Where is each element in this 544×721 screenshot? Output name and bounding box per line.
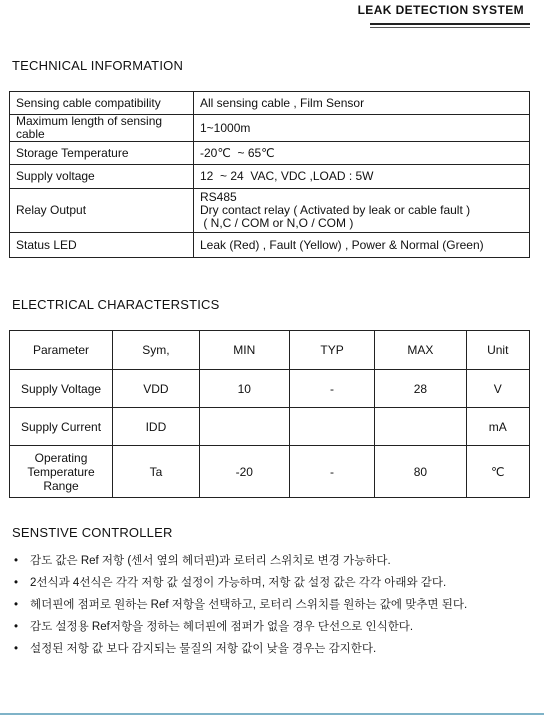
technical-info-table [9, 91, 530, 258]
technical-row [10, 142, 530, 165]
controller-note-item [14, 638, 467, 660]
technical-row-label: Maximum length of sensing cable [10, 115, 194, 142]
electrical-cell: Ta [113, 446, 200, 498]
bullet-icon: • [14, 555, 19, 567]
controller-note-text: 감도 설정용 Ref저항을 정하는 헤더핀에 점퍼가 없을 경우 단선으로 인식한다. [30, 621, 414, 633]
electrical-cell [199, 408, 289, 446]
electrical-cell: - [289, 446, 375, 498]
controller-note-text: 설정된 저항 값 보다 감지되는 물질의 저항 값이 낮을 경우는 감지한다. [30, 643, 377, 655]
electrical-cell [289, 408, 375, 446]
electrical-characteristics-table [9, 330, 530, 498]
electrical-row [10, 408, 530, 446]
electrical-cell [375, 408, 466, 446]
controller-note-item [14, 616, 467, 638]
controller-note-item [14, 594, 467, 616]
electrical-cell: 10 [199, 370, 289, 408]
electrical-row [10, 446, 530, 498]
electrical-cell: Supply Voltage [10, 370, 113, 408]
controller-section-title: SENSTIVE CONTROLLER [12, 525, 173, 540]
header-rule [370, 23, 530, 25]
technical-value-line: ( N,C / COM or N,O / COM ) [200, 216, 354, 230]
electrical-cell: - [289, 370, 375, 408]
technical-row-value [194, 92, 530, 115]
document-header-title: LEAK DETECTION SYSTEM [357, 3, 524, 17]
page-bottom-rule [0, 713, 544, 715]
technical-row [10, 233, 530, 258]
electrical-cell: VDD [113, 370, 200, 408]
electrical-cell: Operating Temperature Range [10, 446, 113, 498]
electrical-column-header: Sym, [113, 331, 200, 370]
technical-value-line: All sensing cable , Film Sensor [200, 95, 365, 110]
technical-row-label: Storage Temperature [10, 142, 194, 165]
electrical-section-title: ELECTRICAL CHARACTERSTICS [12, 297, 220, 312]
technical-row [10, 189, 530, 233]
electrical-column-header: MIN [199, 331, 289, 370]
controller-note-item [14, 572, 467, 594]
controller-note-text: 헤더핀에 점퍼로 원하는 Ref 저항을 선택하고, 로터리 스위치를 원하는 값에 맞추면 된다. [30, 599, 468, 611]
technical-row-value [194, 115, 530, 142]
header-rule-thin [370, 27, 530, 28]
controller-note-text: 2선식과 4선식은 각각 저항 값 설정이 가능하며, 저항 값 설정 값은 각각 아래와 같다. [30, 577, 447, 589]
technical-row-label: Status LED [10, 233, 194, 258]
technical-row [10, 115, 530, 142]
technical-row-label: Relay Output [10, 189, 194, 233]
bullet-icon: • [14, 577, 19, 589]
electrical-column-header: MAX [375, 331, 466, 370]
technical-row-value [194, 233, 530, 258]
electrical-cell: 80 [375, 446, 466, 498]
technical-row-label: Supply voltage [10, 165, 194, 189]
bullet-icon: • [14, 643, 19, 655]
electrical-cell: Supply Current [10, 408, 113, 446]
technical-row [10, 92, 530, 115]
bullet-icon: • [14, 599, 19, 611]
technical-row-value [194, 165, 530, 189]
technical-section-title: TECHNICAL INFORMATION [12, 58, 184, 73]
electrical-header-row [10, 331, 530, 370]
electrical-column-header: TYP [289, 331, 375, 370]
electrical-cell: -20 [199, 446, 289, 498]
electrical-cell: 28 [375, 370, 466, 408]
bullet-icon: • [14, 621, 19, 633]
technical-value-line: RS485 [200, 190, 237, 204]
controller-note-item [14, 550, 467, 572]
electrical-cell: V [466, 370, 529, 408]
controller-notes-list [14, 550, 467, 660]
technical-value-line: Dry contact relay ( Activated by leak or cable fault ) [200, 203, 471, 217]
electrical-column-header: Parameter [10, 331, 113, 370]
electrical-row [10, 370, 530, 408]
technical-row-value [194, 189, 530, 233]
technical-row [10, 165, 530, 189]
technical-row-label: Sensing cable compatibility [10, 92, 194, 115]
technical-value-line: Leak (Red) , Fault (Yellow) , Power & Normal (Green) [200, 237, 484, 252]
controller-note-text: 감도 값은 Ref 저항 (센서 옆의 헤더핀)과 로터리 스위치로 변경 가능하다. [30, 555, 391, 567]
electrical-cell: mA [466, 408, 529, 446]
technical-value-line: -20℃ ~ 65℃ [200, 145, 275, 160]
technical-value-line: 12 ~ 24 VAC, VDC ,LOAD : 5W [200, 169, 374, 183]
electrical-column-header: Unit [466, 331, 529, 370]
electrical-cell: ℃ [466, 446, 529, 498]
technical-row-value [194, 142, 530, 165]
electrical-cell: IDD [113, 408, 200, 446]
technical-value-line: 1~1000m [200, 120, 251, 135]
